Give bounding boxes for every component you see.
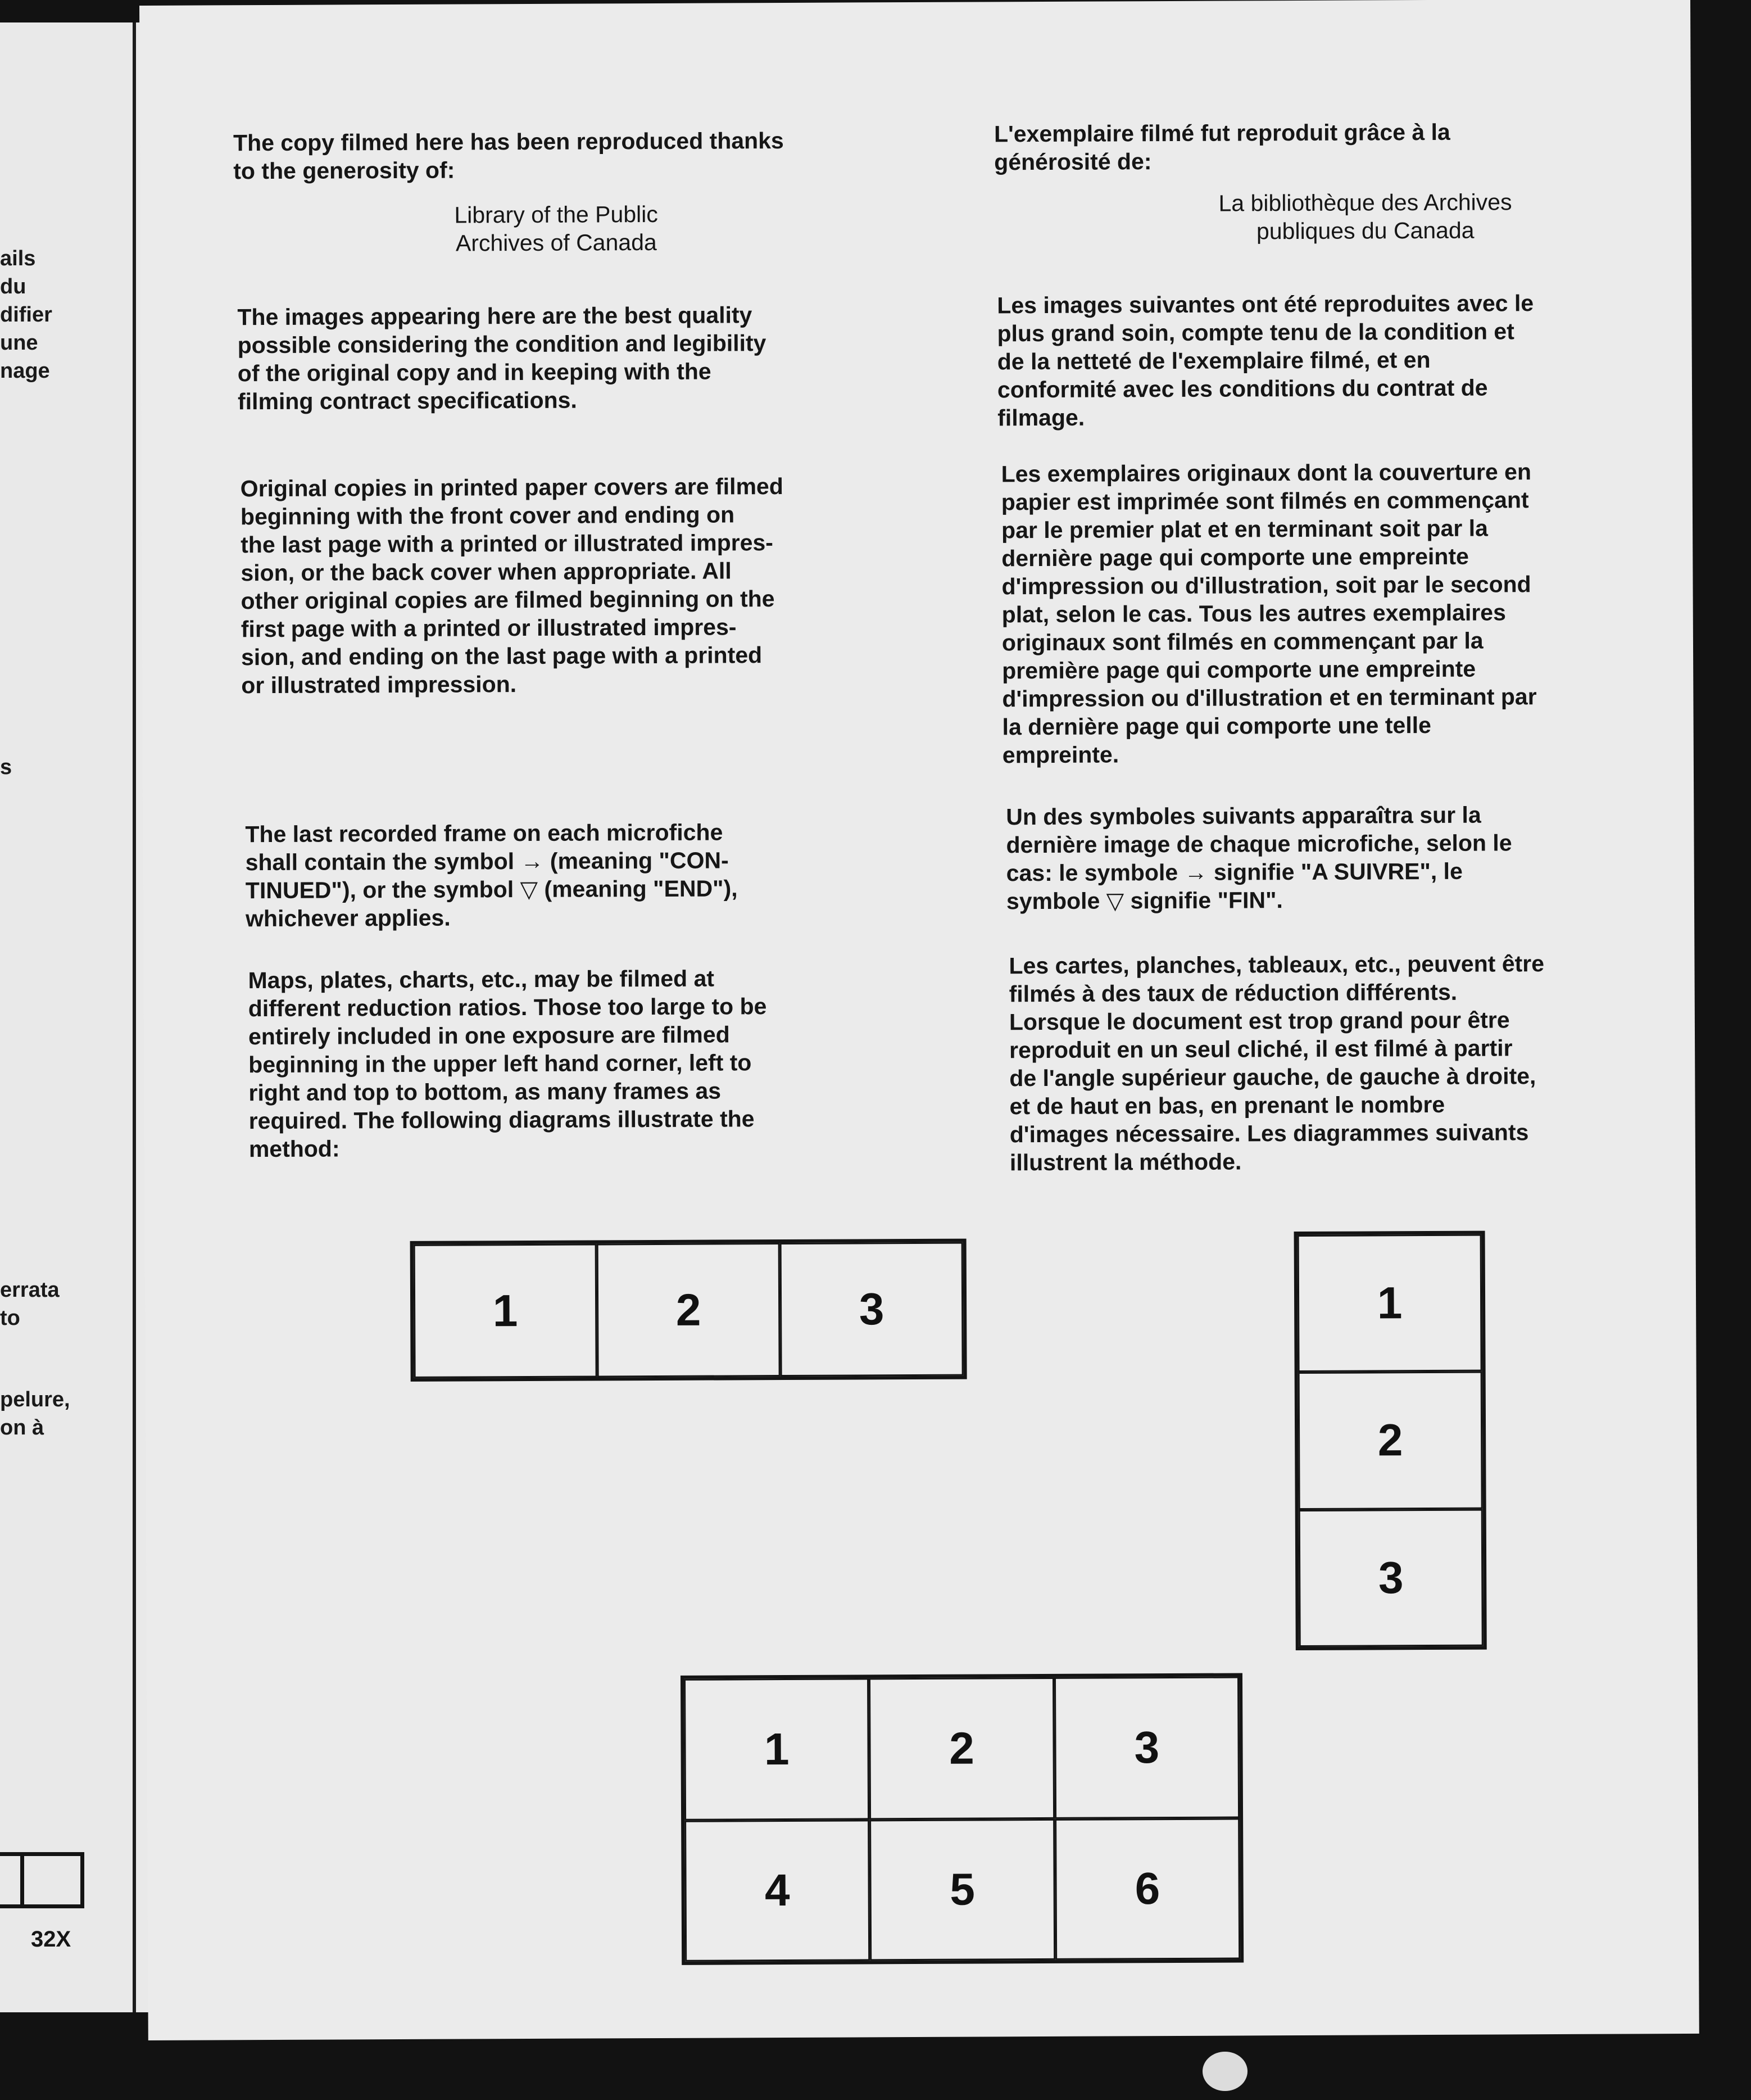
left-fragment: errata — [0, 1278, 60, 1302]
french-maps-paragraph: Les cartes, planches, tableaux, etc., peuvent être filmés à des taux de réduction différents. Lorsque le document est trop grand pour être reproduit en un seul cliché, il est filmé à partir de l'angle supérieur gauche, de gauche à droite, et de haut en bas, en prenant le nombre d'images nécessaire. Les diagrammes suivants illustrent la méthode. — [1009, 951, 1545, 1176]
french-covers-paragraph: Les exemplaires originaux dont la couverture en papier est imprimée sont filmés en commençant par le premier plat et en terminant soit par la dernière page qui comporte une empreinte d'impression ou d'illustration, soit par le second plat, selon le cas. Tous les autres exemplaires originaux sont filmés en commençant par la première page qui comporte une empreinte d'impression ou d'illustration et en terminant par la dernière page qui comporte une telle empreinte. — [1001, 459, 1537, 768]
diagram-frame: 1 — [414, 1243, 597, 1378]
english-library-name: Library of the Public Archives of Canada — [454, 201, 658, 256]
english-maps-paragraph: Maps, plates, charts, etc., may be filmed at different reduction ratios. Those too large to be entirely included in one exposure are filmed beginning in the upper left hand corner, left to right and top to bottom, as many frames as required. The following diagrams illustrate the method: — [248, 965, 767, 1162]
end-triangle-icon: ▽ — [520, 876, 538, 903]
diagram-frame: 1 — [1298, 1234, 1482, 1373]
left-fragment: nage — [0, 359, 50, 383]
continued-arrow-icon: → — [520, 848, 544, 875]
left-fragment: pelure, — [0, 1388, 70, 1411]
left-strip-diagram — [0, 1852, 84, 1908]
diagram-vertical — [1294, 1231, 1487, 1650]
left-fragment: on à — [0, 1416, 44, 1440]
continued-arrow-icon: → — [1184, 859, 1208, 885]
french-library-name: La bibliothèque des Archives publiques du Canada — [1218, 189, 1512, 245]
diagram-frame: 2 — [597, 1243, 781, 1377]
english-intro: The copy filmed here has been reproduced thanks to the generosity of: — [233, 127, 784, 184]
reduction-label: 32X — [31, 1927, 71, 1952]
diagram-frame: 2 — [869, 1677, 1054, 1820]
left-fragment: une — [0, 331, 38, 355]
diagram-frame: 4 — [684, 1820, 870, 1962]
english-covers-paragraph: Original copies in printed paper covers are filmed beginning with the front cover and ending on the last page with a printed or illustrated impres- sion, or the back cover when appropriate. All other original copies are filmed beginning on the first page with a printed or illustrated impres- sion, and ending on the last page with a printed or illustrated impression. — [240, 473, 783, 699]
french-quality-paragraph: Les images suivantes ont été reproduites avec le plus grand soin, compte tenu de la condition et de la netteté de l'exemplaire filmé, et en conformité avec les conditions du contrat de filmage. — [997, 290, 1534, 431]
diagram-frame: 6 — [1055, 1818, 1240, 1960]
left-fragment: difier — [0, 303, 52, 327]
english-quality-paragraph: The images appearing here are the best quality possible considering the condition and legibility of the original copy and in keeping with the filming contract specifications. — [237, 302, 766, 415]
diagram-frame: 3 — [1299, 1509, 1484, 1647]
diagram-frame: 3 — [1054, 1676, 1240, 1818]
diagram-frame: 2 — [1298, 1372, 1483, 1510]
dust-speck — [1203, 2052, 1248, 2091]
english-symbols-paragraph: The last recorded frame on each microfiche shall contain the symbol → (meaning "CON- TINUED"), or the symbol ▽ (meaning "END"), whichever applies. — [245, 819, 738, 932]
french-intro: L'exemplaire filmé fut reproduit grâce à la générosité de: — [994, 119, 1450, 175]
left-fragment: to — [0, 1306, 20, 1330]
left-fragment: du — [0, 275, 26, 298]
left-fragment: ails — [0, 247, 36, 270]
diagram-frame: 3 — [780, 1242, 964, 1377]
end-triangle-icon: ▽ — [1106, 888, 1124, 914]
page-edge — [133, 22, 136, 2012]
diagram-frame: 1 — [684, 1678, 869, 1820]
diagram-frame: 5 — [869, 1818, 1055, 1961]
diagram-horizontal — [410, 1239, 967, 1382]
left-fragment: s — [0, 755, 12, 779]
document-page — [139, 0, 1699, 2040]
diagram-grid — [681, 1673, 1244, 1965]
french-symbols-paragraph: Un des symboles suivants apparaîtra sur la dernière image de chaque microfiche, selon le cas: le symbole → signifie "A SUIVRE", le symbole ▽ signifie "FIN". — [1006, 802, 1512, 915]
